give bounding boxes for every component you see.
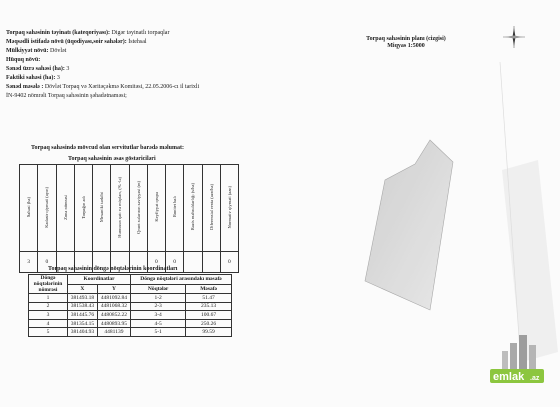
distance: 99.59: [186, 328, 232, 337]
header-meters: Məsafə: [186, 284, 232, 294]
coord-x: 381493.18: [68, 294, 98, 303]
header-cell: Torpağın adı: [74, 165, 92, 252]
point-pair: 4-5: [131, 319, 186, 328]
coord-y: 4480852.22: [97, 311, 130, 320]
header-distance: Döngə nöqtələri arasındakı məsafə: [131, 275, 232, 285]
info-row-document: Sənəd məsələ : Dövlət Torpaq və Xəritəçəkmə Komitəsi, 22.05.2006-cı il tarixli: [6, 84, 200, 90]
coord-y: 4481068.32: [97, 302, 130, 311]
info-row-ownership: Mülkiyyət növü: Dövlət: [6, 48, 67, 54]
value-cell: 0: [220, 252, 238, 273]
header-pairs: Nöqtələr: [131, 284, 186, 294]
info-row-category: Torpaq sahəsinin təyinatı (kateqoriyası): Digər təyinatlı torpaqlar: [6, 30, 170, 36]
point-number: 3: [29, 311, 68, 320]
plan-scale: Miqyas 1:5000: [387, 43, 425, 49]
header-coordinates: Koordinatlar: [68, 275, 131, 285]
header-cell: Humusun qatı və miqdarı, (% -lə): [111, 165, 129, 252]
table-row: [29, 328, 232, 337]
table-row: [29, 319, 232, 328]
point-number: 1: [29, 294, 68, 303]
point-pair: 2-3: [131, 302, 186, 311]
header-cell: Diferensial renta (azn/ha): [202, 165, 220, 252]
land-plot-drawing: [270, 52, 560, 362]
header-cell: Mexaniki tərkibi: [93, 165, 111, 252]
plan-title: [346, 36, 466, 50]
value-cell: [202, 252, 220, 273]
coords-header-row: [29, 275, 232, 285]
coord-x: 381404.93: [68, 328, 98, 337]
coord-x: 381538.43: [68, 302, 98, 311]
compass-rose-icon: [502, 25, 526, 49]
coord-x: 381445.76: [68, 311, 98, 320]
header-cell: Bazis məhsuldarlığı (s/ha): [184, 165, 202, 252]
distance: 51.47: [186, 294, 232, 303]
point-pair: 5-1: [131, 328, 186, 337]
header-cell: Kadastr qiyməti (ayın): [38, 165, 56, 252]
value-cell: 0: [147, 252, 165, 273]
header-x: X: [68, 284, 98, 294]
table-row: [29, 311, 232, 320]
coord-y: 4480893.95: [97, 319, 130, 328]
plan-title-text: Torpaq sahəsinin planı (cizgisi): [366, 36, 446, 42]
value-cell: 3: [20, 252, 38, 273]
coord-y: 4481092.84: [97, 294, 130, 303]
svg-text:.az: .az: [530, 375, 540, 382]
distance: 100.67: [186, 311, 232, 320]
servitut-title: Torpaq sahəsində mövcud olan servitutlar barədə məlumat:: [31, 145, 185, 151]
coord-x: 381354.15: [68, 319, 98, 328]
indicators-table: [19, 164, 239, 273]
point-number: 5: [29, 328, 68, 337]
point-pair: 3-4: [131, 311, 186, 320]
land-info-block: [6, 29, 276, 101]
coordinates-table: [28, 274, 232, 337]
coords-title: Torpaq sahəsinin döngə nöqtələrinin koordinatları: [48, 266, 178, 272]
info-row-usage: Məqsədli istifadə növü (üqodiyası,soir sahələr): İstehsal: [6, 39, 147, 45]
info-row-actual-area: Faktiki sahəsi (ha): 3: [6, 75, 60, 81]
header-cell: Keyfiyyət qrupu: [147, 165, 165, 252]
value-cell: [184, 252, 202, 273]
coord-y: 4481139: [97, 328, 130, 337]
info-row-certificate: İN-9402 nömrəli Torpaq sahəsinin şəhadətnaməsi;: [6, 93, 127, 99]
info-row-document-area: Sənəd üzrə sahəsi (ha): 3: [6, 66, 70, 72]
header-cell: Qrunt sularının səviyyəsi (m): [129, 165, 147, 252]
header-cell: Bonitet balı: [166, 165, 184, 252]
header-cell: Sahəsi (ha): [20, 165, 38, 252]
value-cell: 0: [166, 252, 184, 273]
indicators-header-row: [20, 165, 239, 252]
point-pair: 1-2: [131, 294, 186, 303]
distance: 235.13: [186, 302, 232, 311]
point-number: 2: [29, 302, 68, 311]
table-row: [29, 302, 232, 311]
point-number: 4: [29, 319, 68, 328]
table-row: [29, 294, 232, 303]
svg-text:emlak: emlak: [493, 371, 525, 383]
distance: 250.26: [186, 319, 232, 328]
value-cell: 0: [38, 252, 56, 273]
header-cell: Zona nömrəsi: [56, 165, 74, 252]
land-plot-shape: [365, 140, 453, 310]
info-row-right-type: Hüquq növü:: [6, 57, 41, 63]
indicators-title: Torpaq sahəsinin əsas göstəriciləri: [68, 156, 156, 162]
header-cell: Normativ qiyməti (azn): [220, 165, 238, 252]
emlak-logo: [488, 331, 546, 389]
header-point-number: Döngə nöqtələrinin nömrəsi: [29, 275, 68, 294]
header-y: Y: [97, 284, 130, 294]
